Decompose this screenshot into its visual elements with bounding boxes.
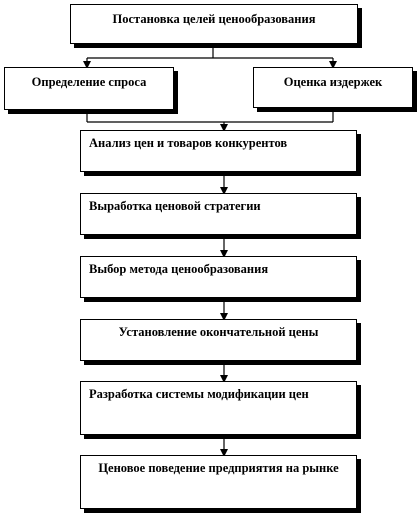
strategy-label: Выработка ценовой стратегии — [89, 199, 261, 213]
costs-box — [253, 67, 413, 108]
costs-label: Оценка издержек — [283, 75, 383, 89]
final-price-label: Установление окончательной цены — [118, 325, 319, 339]
strategy-box — [80, 193, 357, 235]
method-box — [80, 256, 357, 298]
modification-box — [80, 381, 357, 435]
demand-box — [4, 67, 174, 110]
goal-box — [70, 4, 358, 44]
behavior-label: Ценовое поведение предприятия на рынке — [98, 461, 339, 475]
method-label: Выбор метода ценообразования — [89, 262, 269, 276]
final-price-box — [80, 319, 357, 361]
demand-label: Определение спроса — [31, 75, 147, 89]
competitors-label: Анализ цен и товаров конкурентов — [89, 136, 288, 150]
goal-label: Постановка целей ценообразования — [112, 12, 316, 26]
competitors-box — [80, 130, 357, 172]
behavior-box — [80, 455, 357, 509]
modification-label: Разработка системы модификации цен — [89, 387, 309, 401]
